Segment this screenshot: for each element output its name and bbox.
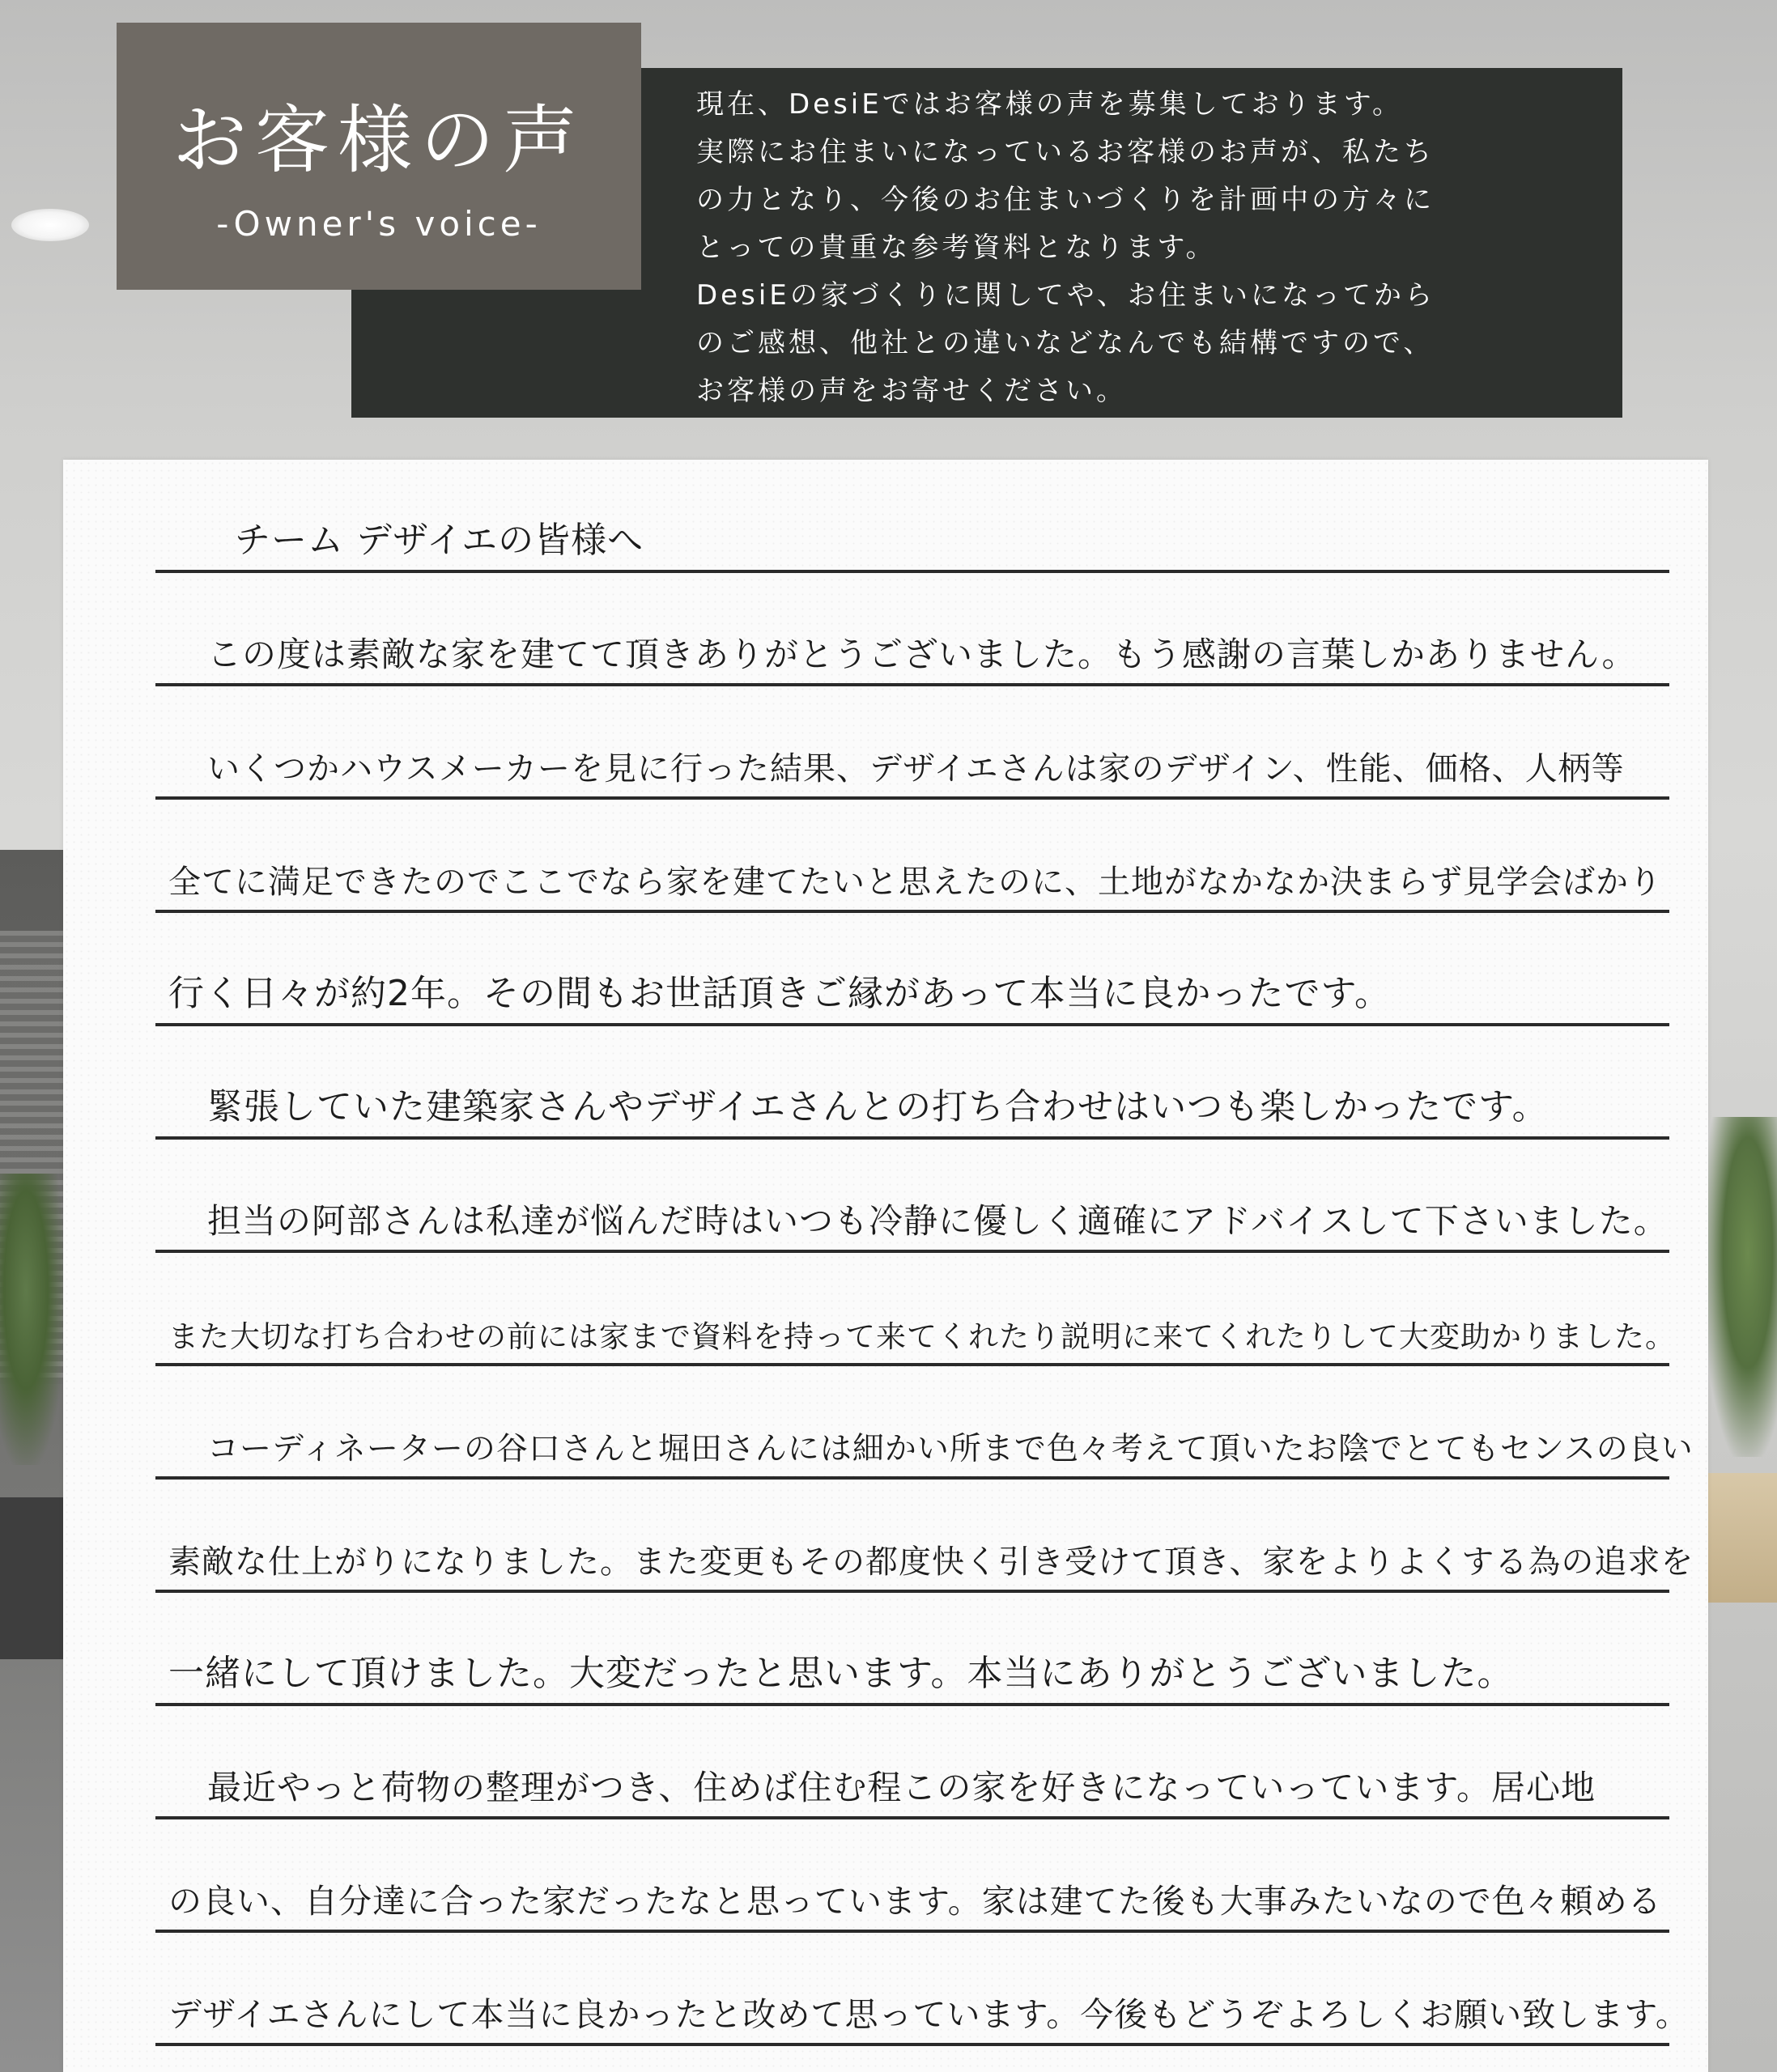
letter-sheet xyxy=(63,460,1708,2072)
letter-row xyxy=(155,460,1669,573)
letter-row xyxy=(155,1480,1694,1593)
letter-row xyxy=(155,1140,1669,1253)
background-pot-right xyxy=(1704,1473,1777,1603)
intro-line: お客様の声をお寄せください。 xyxy=(696,375,1127,407)
intro-line: 現在、DesiEではお客様の声を募集しております。 xyxy=(696,88,1404,121)
ceiling-light xyxy=(11,209,89,241)
title-box xyxy=(117,23,641,290)
letter-row xyxy=(155,913,1669,1026)
letter-row xyxy=(155,1933,1690,2046)
intro-line: の力となり、今後のお住まいづくりを計画中の方々に xyxy=(696,184,1435,216)
letter-line: デザイエさんにして本当に良かったと改めて思っています。今後もどうぞよろしくお願い致します。 xyxy=(168,1995,1690,2034)
letter-row xyxy=(155,800,1669,913)
letter-line: 一緒にして頂けました。大変だったと思います。本当にありがとうございました。 xyxy=(168,1653,1514,1694)
intro-line: とっての貴重な参考資料となります。 xyxy=(696,231,1217,264)
background-plant-right xyxy=(1704,1117,1777,1457)
letter-row xyxy=(155,1366,1694,1480)
letter-row xyxy=(155,1593,1669,1706)
letter-line: この度は素敵な家を建てて頂きありがとうございました。もう感謝の言葉しかありません。 xyxy=(207,635,1637,674)
letter-line: いくつかハウスメーカーを見に行った結果、デザイエさんは家のデザイン、性能、価格、人柄等 xyxy=(207,750,1625,788)
letter-line: 全てに満足できたのでここでなら家を建てたいと思えたのに、土地がなかなか決まらず見学会ばかり xyxy=(168,864,1662,901)
letter-row xyxy=(155,1706,1669,1819)
letter-row xyxy=(155,686,1669,800)
letter-row xyxy=(155,1026,1669,1140)
letter-line: 行く日々が約2年。その間もお世話頂きご縁があって本当に良かったです。 xyxy=(168,973,1392,1014)
intro-line: DesiEの家づくりに関してや、お住まいになってから xyxy=(696,279,1436,312)
letter-row xyxy=(155,1819,1669,1933)
intro-text xyxy=(696,81,1603,415)
letter-line: 担当の阿部さんは私達が悩んだ時はいつも冷静に優しく適確にアドバイスして下さいました。 xyxy=(207,1201,1669,1241)
intro-line: のご感想、他社との違いなどなんでも結構ですので、 xyxy=(696,327,1435,359)
letter-line: また大切な打ち合わせの前には家まで資料を持って来てくれたり説明に来てくれたりして大変助かりました。 xyxy=(168,1319,1676,1354)
letter-salutation: チーム デザイエの皆様へ xyxy=(235,520,644,561)
page-title: お客様の声 xyxy=(172,97,585,184)
letter-line: 最近やっと荷物の整理がつき、住めば住む程この家を好きになっていっています。居心地 xyxy=(207,1768,1596,1807)
letter-line: 素敵な仕上がりになりました。また変更もその都度快く引き受けて頂き、家をよりよくする為の追求を xyxy=(168,1543,1694,1581)
letter-row xyxy=(155,573,1669,686)
letter-line: 緊張していた建築家さんやデザイエさんとの打ち合わせはいつも楽しかったです。 xyxy=(207,1086,1549,1127)
letter-row xyxy=(155,1253,1676,1366)
background-plant-left xyxy=(0,1174,65,1465)
letter-line: コーディネーターの谷口さんと堀田さんには細かい所まで色々考えて頂いたお陰でとてもセンスの良い xyxy=(207,1431,1694,1467)
letter-line: の良い、自分達に合った家だったなと思っています。家は建てた後も大事みたいなので色々頼める xyxy=(168,1882,1662,1921)
background-pot-left xyxy=(0,1497,65,1659)
intro-line: 実際にお住まいになっているお客様のお声が、私たち xyxy=(696,136,1435,168)
page-subtitle: -Owner's voice- xyxy=(216,204,542,244)
